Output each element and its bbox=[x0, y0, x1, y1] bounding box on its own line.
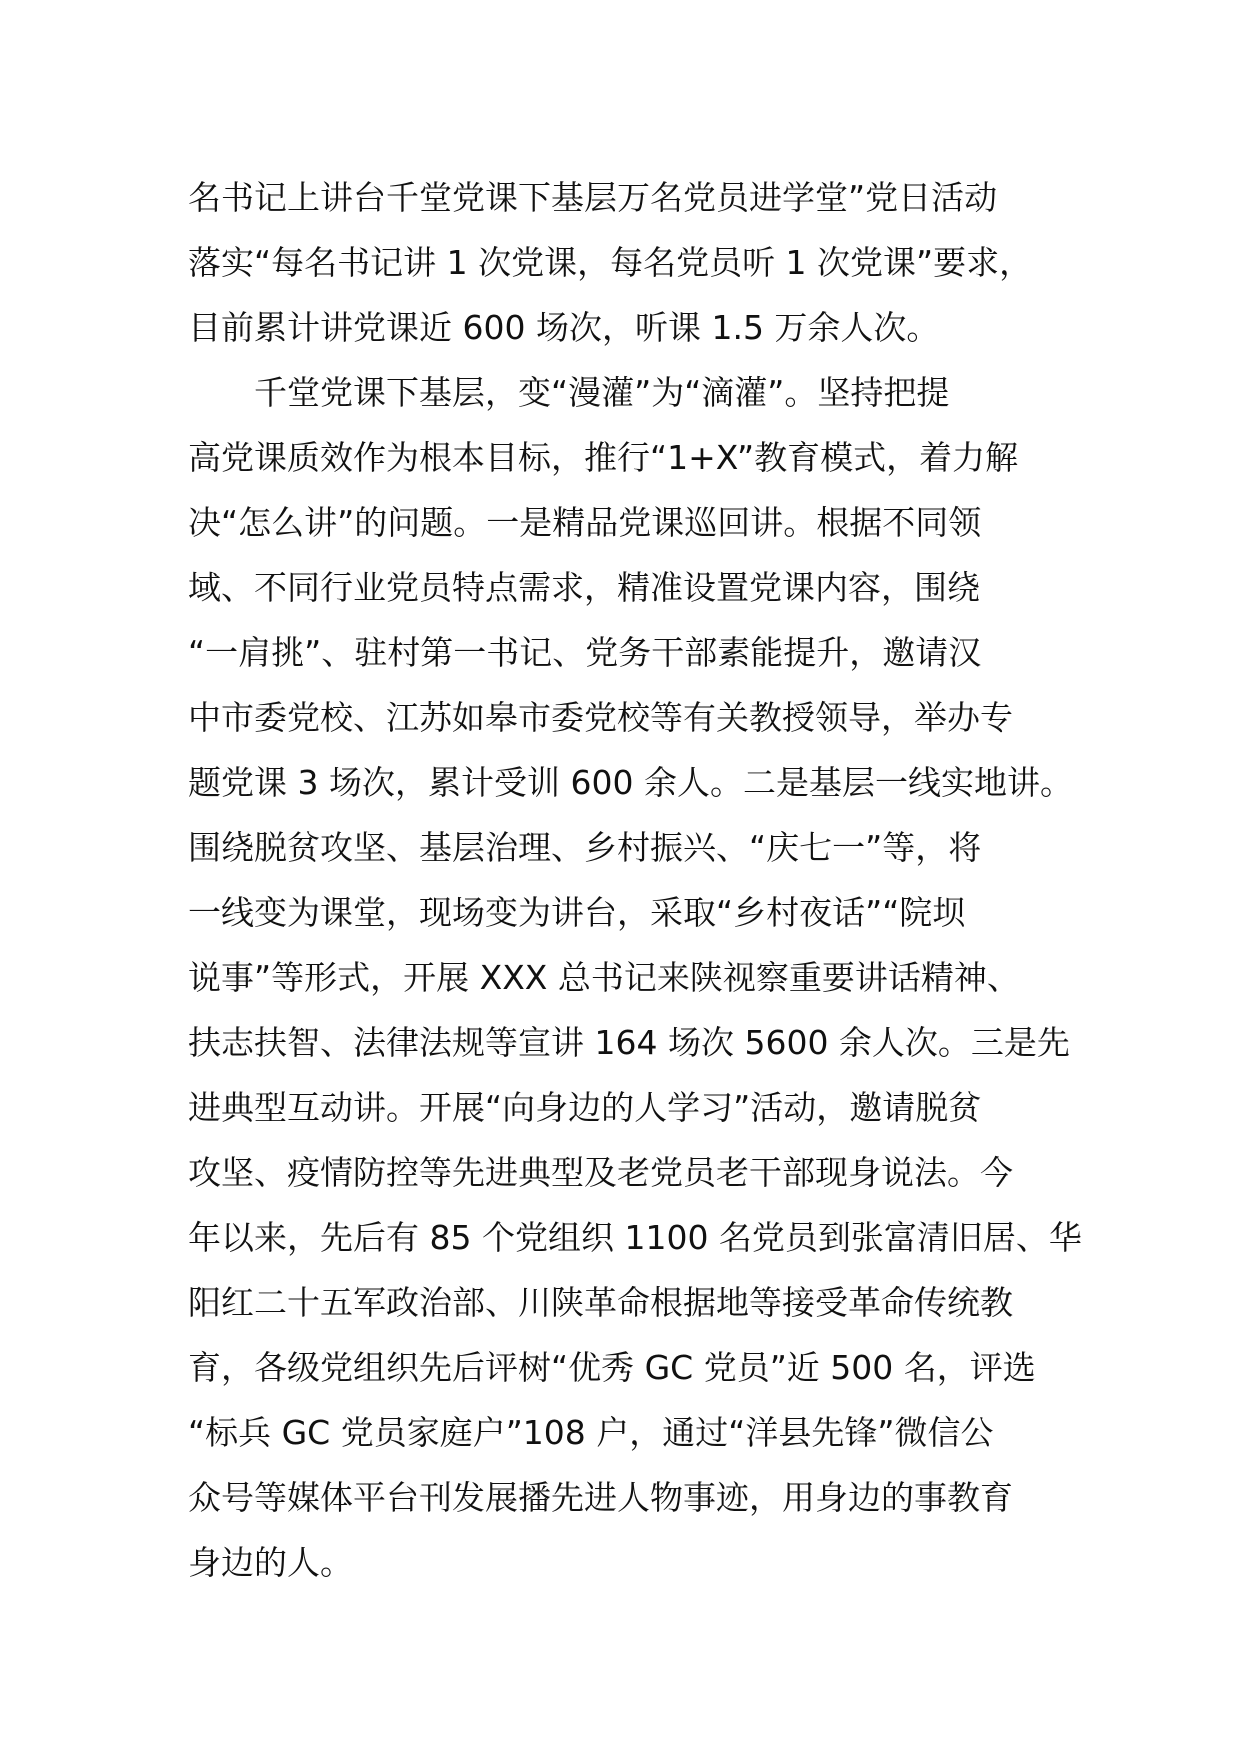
paragraph-start-line: 千堂党课下基层，变“漫灌”为“滴灌”。坚持把提 bbox=[188, 373, 950, 412]
text-line-11: 围绕脱贫攻坚、基层治理、乡村振兴、“庆七一”等，将 bbox=[188, 828, 982, 867]
text-line-8: “一肩挑”、驻村第一书记、党务干部素能提升，邀请汉 bbox=[188, 633, 982, 672]
text-line-18: 阳红二十五军政治部、川陕革命根据地等接受革命传统教 bbox=[188, 1283, 1013, 1322]
text-line-22: 身边的人。 bbox=[188, 1543, 353, 1582]
text-line-9: 中市委党校、江苏如皋市委党校等有关教授领导，举办专 bbox=[188, 698, 1013, 737]
text-line-1: 名书记上讲台千堂党课下基层万名党员进学堂”党日活动 bbox=[188, 178, 998, 217]
document-body bbox=[188, 165, 1082, 1595]
text-line-7: 域、不同行业党员特点需求，精准设置党课内容，围绕 bbox=[188, 568, 980, 607]
text-line-15: 进典型互动讲。开展“向身边的人学习”活动，邀请脱贫 bbox=[188, 1088, 982, 1127]
text-line-13: 说事”等形式，开展 XXX 总书记来陕视察重要讲话精神、 bbox=[188, 958, 1020, 997]
text-line-17: 年以来，先后有 85 个党组织 1100 名党员到张富清旧居、华 bbox=[188, 1218, 1082, 1257]
text-line-10: 题党课 3 场次，累计受训 600 余人。二是基层一线实地讲。 bbox=[188, 763, 1073, 802]
text-line-20: “标兵 GC 党员家庭户”108 户，通过“洋县先锋”微信公 bbox=[188, 1413, 994, 1452]
text-line-21: 众号等媒体平台刊发展播先进人物事迹，用身边的事教育 bbox=[188, 1478, 1013, 1517]
text-line-19: 育，各级党组织先后评树“优秀 GC 党员”近 500 名，评选 bbox=[188, 1348, 1036, 1387]
text-line-5: 高党课质效作为根本目标，推行“1+X”教育模式，着力解 bbox=[188, 438, 1019, 477]
text-line-16: 攻坚、疫情防控等先进典型及老党员老干部现身说法。今 bbox=[188, 1153, 1013, 1192]
text-line-12: 一线变为课堂，现场变为讲台，采取“乡村夜话”“院坝 bbox=[188, 893, 966, 932]
text-line-14: 扶志扶智、法律法规等宣讲 164 场次 5600 余人次。三是先 bbox=[188, 1023, 1070, 1062]
text-line-6: 决“怎么讲”的问题。一是精品党课巡回讲。根据不同领 bbox=[188, 503, 982, 542]
text-line-3: 目前累计讲党课近 600 场次，听课 1.5 万余人次。 bbox=[188, 308, 940, 347]
text-line-2: 落实“每名书记讲 1 次党课，每名党员听 1 次党课”要求， bbox=[188, 243, 1033, 282]
